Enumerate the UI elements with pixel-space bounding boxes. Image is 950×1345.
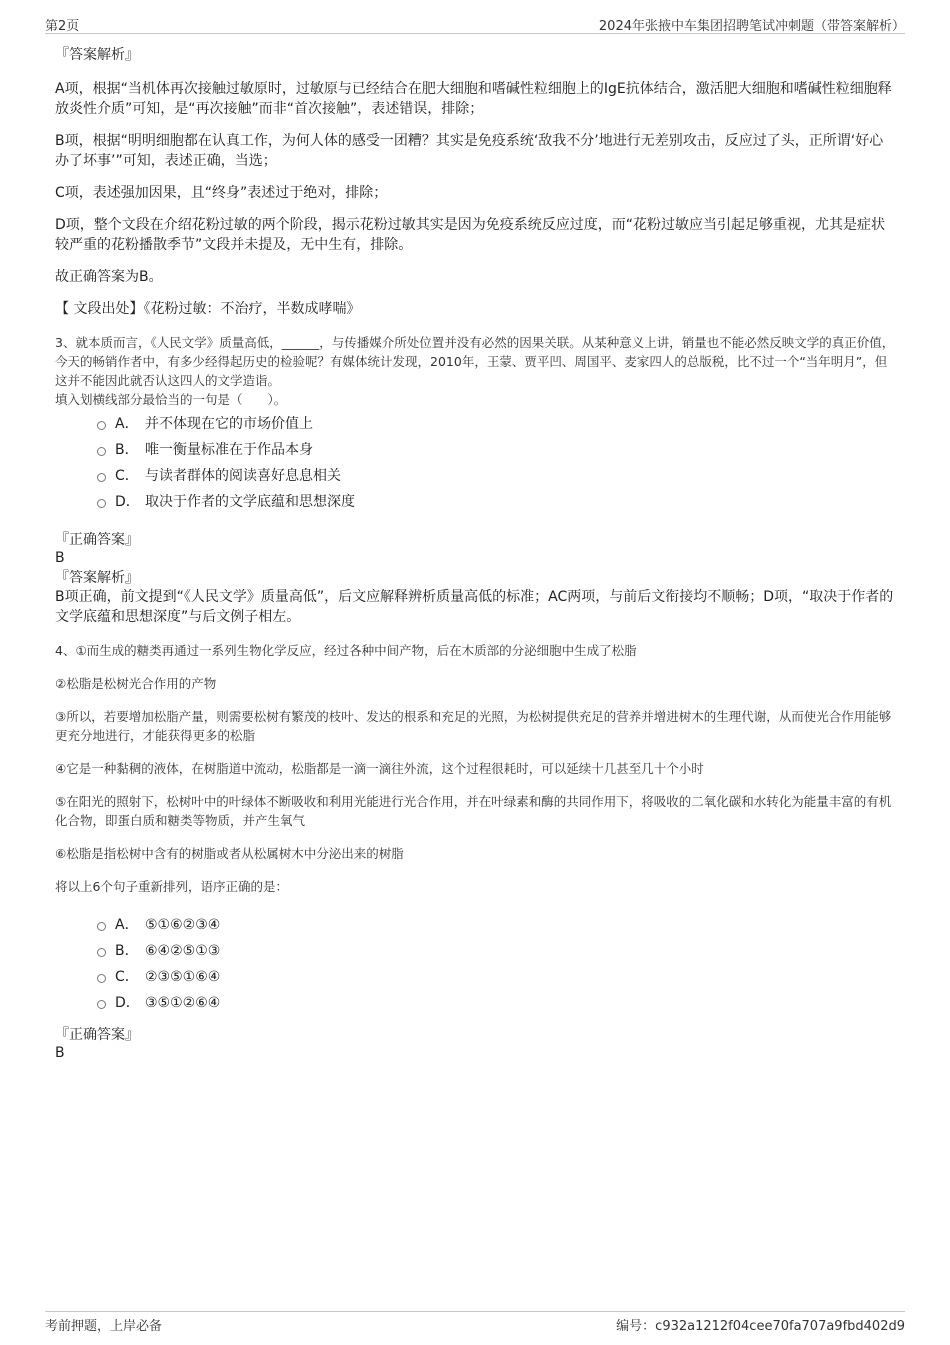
page-footer xyxy=(45,1311,905,1334)
q3-option-c[interactable]: C． 与读者群体的阅读喜好息息相关 xyxy=(55,463,895,489)
q4-option-a[interactable]: A． ⑤①⑥②③④ xyxy=(55,912,895,938)
q4-options xyxy=(55,912,895,1016)
q4-answer: B xyxy=(55,1045,65,1061)
radio-icon[interactable] xyxy=(97,499,106,508)
q3-answer-tag: 『正确答案』 xyxy=(55,532,139,548)
radio-icon[interactable] xyxy=(97,421,106,430)
q2-analysis-b: B项，根据“明明细胞都在认真工作，为何人体的感受一团糟？其实是免疫系统‘敌我不分’地进行无差别攻击，反应过了头，正所谓‘好心办了坏事’”可知，表述正确，当选； xyxy=(55,133,884,169)
page-header xyxy=(45,13,905,34)
q4-sentence-4: ④它是一种黏稠的液体，在树脂道中流动，松脂都是一滴一滴往外流，这个过程很耗时，可以延续十几甚至几十个小时 xyxy=(55,761,704,776)
radio-icon[interactable] xyxy=(97,948,106,957)
q2-analysis-tag: 『答案解析』 xyxy=(55,47,139,63)
q4-sentence-3: ③所以，若要增加松脂产量，则需要松树有繁茂的枝叶、发达的根系和充足的光照，为松树提供充足的营养并增进树木的生理代谢，从而使光合作用能够更充分地进行，才能获得更多的松脂 xyxy=(55,709,892,743)
document-id: 编号：c932a1212f04cee70fa707a9fbd402d9 xyxy=(616,1319,905,1334)
radio-icon[interactable] xyxy=(97,922,106,931)
q3-option-d[interactable]: D． 取决于作者的文学底蕴和思想深度 xyxy=(55,489,895,515)
q3-options xyxy=(55,411,895,515)
q2-conclusion: 故正确答案为B。 xyxy=(55,269,163,285)
q4-sentence-5: ⑤在阳光的照射下，松树叶中的叶绿体不断吸收和利用光能进行光合作用，并在叶绿素和酶的共同作用下，将吸收的二氧化碳和水转化为能量丰富的有机化合物，即蛋白质和糖类等物质，并产生氧气 xyxy=(55,794,892,828)
q2-analysis-a: A项，根据“当机体再次接触过敏原时，过敏原与已经结合在肥大细胞和嗜碱性粒细胞上的IgE抗体结合，激活肥大细胞和嗜碱性粒细胞释放炎性介质”可知，是“再次接触”而非“首次接触”，表述错误，排除； xyxy=(55,81,892,117)
page-number: 第2页 xyxy=(45,19,80,34)
q3-analysis-tag: 『答案解析』 xyxy=(55,570,139,586)
q2-source: 【 文段出处】《花粉过敏：不治疗，半数成哮喘》 xyxy=(55,301,361,317)
document-title: 2024年张掖中车集团招聘笔试冲刺题（带答案解析） xyxy=(598,19,905,34)
q4-option-c[interactable]: C． ②③⑤①⑥④ xyxy=(55,964,895,990)
q3-answer: B xyxy=(55,550,65,566)
q4-prompt: 将以上6个句子重新排列，语序正确的是： xyxy=(55,879,288,894)
q3-option-a[interactable]: A． 并不体现在它的市场价值上 xyxy=(55,411,895,437)
document-body xyxy=(55,46,895,1062)
q4-sentence-6: ⑥松脂是指松树中含有的树脂或者从松属树木中分泌出来的树脂 xyxy=(55,846,404,861)
q4-option-b[interactable]: B． ⑥④②⑤①③ xyxy=(55,938,895,964)
q3-prompt: 填入划横线部分最恰当的一句是（ ）。 xyxy=(55,392,287,407)
q2-analysis-c: C项，表述强加因果，且“终身”表述过于绝对，排除； xyxy=(55,185,388,201)
q2-analysis-d: D项，整个文段在介绍花粉过敏的两个阶段，揭示花粉过敏其实是因为免疫系统反应过度，而“花粉过敏应当引起足够重视，尤其是症状较严重的花粉播散季节”文段并未提及，无中生有，排除。 xyxy=(55,217,886,253)
radio-icon[interactable] xyxy=(97,974,106,983)
q4-sentence-1: 4、①而生成的糖类再通过一系列生物化学反应，经过各种中间产物，后在木质部的分泌细胞中生成了松脂 xyxy=(55,643,637,658)
footer-slogan: 考前押题，上岸必备 xyxy=(45,1319,163,1334)
q4-sentence-2: ②松脂是松树光合作用的产物 xyxy=(55,676,217,691)
q4-option-d[interactable]: D． ③⑤①②⑥④ xyxy=(55,990,895,1016)
q4-answer-tag: 『正确答案』 xyxy=(55,1027,139,1043)
radio-icon[interactable] xyxy=(97,1000,106,1009)
q3-stem: 3、就本质而言，《人民文学》质量高低，______，与传播媒介所处位置并没有必然的因果关联。从某种意义上讲，销量也不能必然反映文学的真正价值，今天的畅销作者中，有多少经得起历史的检验呢？有媒体统计发现，2010年，王蒙、贾平凹、周国平、麦家四人的总版税，比不过一个“当年明月”，但这并不能因此就否认这四人的文学造诣。 xyxy=(55,335,895,388)
radio-icon[interactable] xyxy=(97,447,106,456)
q3-option-b[interactable]: B． 唯一衡量标准在于作品本身 xyxy=(55,437,895,463)
q3-analysis: B项正确，前文提到“《人民文学》质量高低”，后文应解释辨析质量高低的标准；AC两项，与前后文衔接均不顺畅；D项，“取决于作者的文学底蕴和思想深度”与后文例子相左。 xyxy=(55,589,894,625)
radio-icon[interactable] xyxy=(97,473,106,482)
